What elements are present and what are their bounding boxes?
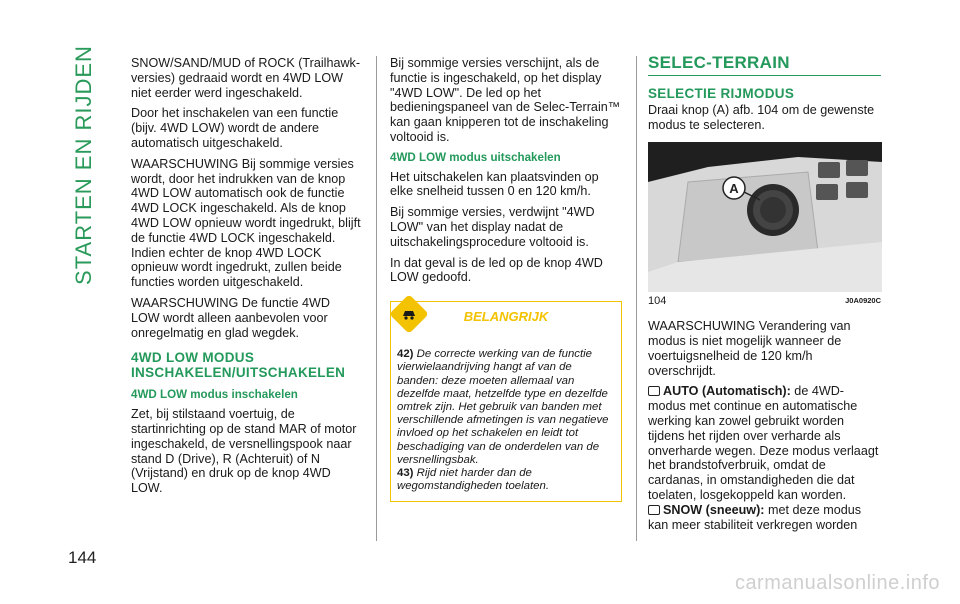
paragraph: In dat geval is de led op de knop 4WD LOW gedoofd. [390, 255, 603, 285]
mode-label: SNOW (sneeuw): [663, 502, 765, 517]
figure-selec-terrain-knob [648, 142, 882, 292]
column-divider [376, 56, 377, 541]
paragraph: SNOW/SAND/MUD of ROCK (Trailhawk-versies) gedraaid wordt en 4WD LOW niet eerder werd ingeschakeld. [131, 56, 361, 100]
paragraph: Zet, bij stilstaand voertuig, de startinrichting op de stand MAR of motor ingeschakeld, de versnellingspook naar stand D (Drive), R (Achteruit) of N (Vrijstand) en druk op de knop 4WD LOW. [131, 407, 357, 496]
sub-heading: 4WD LOW modus inschakelen [131, 388, 298, 402]
figure-ref: J0A0920C [845, 296, 881, 306]
mode-label: AUTO (Automatisch): [663, 384, 791, 399]
important-header [391, 302, 621, 342]
mode-icon [648, 505, 660, 515]
important-title: BELANGRIJK [463, 309, 549, 325]
important-body [391, 342, 621, 501]
warning-paragraph: WAARSCHUWING Bij sommige versies wordt, door het indrukken van de knop 4WD LOW automatisch ook de functie 4WD LOCK ingeschakeld. Als de knop 4WD LOW opnieuw wordt ingedrukt, blijft de functie 4WD LOCK ingeschakeld. Indien echter de knop 4WD LOCK opnieuw wordt ingedrukt, zullen beide functies worden uitgeschakeld. [131, 156, 361, 290]
section-tab [60, 40, 108, 290]
warning-paragraph: WAARSCHUWING Verandering van modus is niet mogelijk wanneer de voertuigsnelheid de 120 km/h overschrijdt. [648, 319, 851, 378]
figure-label: A [729, 181, 739, 197]
page-number: 144 [68, 548, 97, 567]
paragraph: Draai knop (A) afb. 104 om de gewenste modus te selecteren. [648, 102, 875, 132]
sub-heading: 4WD LOW modus uitschakelen [390, 150, 561, 164]
paragraph: Het uitschakelen kan plaatsvinden op elke snelheid tussen 0 en 120 km/h. [390, 169, 599, 199]
watermark-text: carmanualsonline.info [734, 572, 940, 594]
section-title: STARTEN EN RIJDEN [71, 45, 96, 285]
chapter-heading: SELEC-TERRAIN [648, 56, 881, 76]
note-number: 42) [397, 348, 414, 361]
mode-snow [648, 503, 881, 533]
mode-icon [648, 386, 660, 396]
column-divider [636, 56, 637, 541]
selec-terrain-illustration [648, 142, 882, 292]
warning-paragraph: WAARSCHUWING De functie 4WD LOW wordt alleen aanbevolen voor onregelmatig en glad wegdek. [131, 295, 330, 340]
paragraph: Bij sommige versies, verdwijnt "4WD LOW" van het display nadat de uitschakelingsprocedure voltooid is. [390, 205, 595, 249]
important-box [390, 301, 622, 502]
note-text: De correcte werking van de functie vierwielaandrijving hangt af van de banden: deze moeten allemaal van dezelfde maat, hetzelfde type en dezelfde omtrek zijn. Het gebruik van banden met verschillende afmetingen is van negatieve invloed op het schakelen en leidt tot beschadiging van de onderdelen van de versnellingsbak. [397, 348, 609, 466]
figure-caption [648, 294, 881, 309]
mode-text: met deze modus kan meer stabiliteit verkregen worden [648, 502, 862, 532]
note-text: Rijd niet harder dan de wegomstandigheden toelaten. [397, 466, 549, 493]
figure-number: 104 [648, 295, 667, 308]
paragraph: Bij sommige versies verschijnt, als de functie is ingeschakeld, op het display "4WD LOW". De led op het bedieningspaneel van de Selec-Terrain™ kan gaan knipperen tot de inschakeling voltooid is. [390, 56, 621, 144]
mode-text: de 4WD-modus met continue en automatische werking kan zowel gebruikt worden tijdens het rijden over verharde als onverharde wegen. Deze modus verlaagt het brandstofverbruik, omdat de cardanas, in omstandigheden die dat toelaten, losgekoppeld kan worden. [648, 384, 879, 502]
column-3 [648, 53, 881, 538]
section-heading: 4WD LOW MODUS INSCHAKELEN/UITSCHAKELEN [131, 350, 346, 381]
section-heading: SELECTIE RIJMODUS [648, 85, 795, 101]
mode-auto [648, 384, 881, 502]
paragraph: Door het inschakelen van een functie (bijv. 4WD LOW) wordt de andere automatisch uitgeschakeld. [131, 106, 339, 150]
column-2 [390, 56, 623, 502]
column-1 [131, 56, 361, 502]
note-number: 43) [397, 466, 414, 479]
